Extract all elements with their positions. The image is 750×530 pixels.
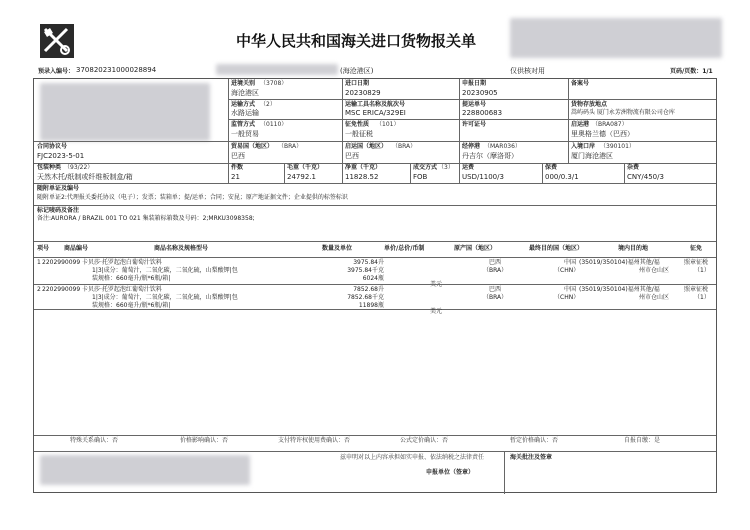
special-relation-confirm: 特殊关系确认：否 (70, 437, 119, 444)
item-no: 2 (37, 286, 41, 293)
item-domestic-2: 州市仓山区 (639, 294, 670, 301)
item-qty-liters: 3975.84升 (353, 259, 384, 266)
item-destination: 中国 (564, 259, 577, 266)
provisional-price-confirm: 暂定价格确认：否 (510, 437, 559, 444)
customs-note-label: 海关批注及签章 (510, 454, 553, 461)
origin-port-value: 里奥格兰德（巴西） (571, 130, 634, 138)
item-currency: 美元 (430, 308, 443, 315)
bl-value: 228800683 (462, 109, 503, 117)
filing-no-label: 备案号 (571, 80, 590, 87)
item-no: 1 (37, 259, 41, 266)
item-domestic-2: 州市仓山区 (639, 267, 670, 274)
import-date-label: 进口日期 (345, 80, 370, 87)
item-qty-liters: 7852.68升 (353, 286, 384, 293)
net-weight-value: 11828.52 (345, 173, 379, 181)
contract-value: FJC2023-5-01 (37, 152, 85, 160)
item-spec: 1|3|成分：葡萄汁，二氧化碳，二氧化硫，山梨酸钾|包 (92, 267, 238, 274)
declarant-seal: 申报单位（签章） (426, 469, 475, 476)
item-exemption-code: （1） (694, 267, 710, 274)
stop-port-value: 丹吉尔（摩洛哥） (462, 152, 518, 160)
trade-country-code: （BRA） (278, 143, 303, 150)
item-spec: 1|3|成分：葡萄汁，二氧化碳，二氧化硫，山梨酸钾|包 (92, 294, 238, 301)
depart-country-label: 启运国（地区） (345, 143, 388, 150)
license-label: 许可证号 (462, 121, 487, 128)
item-domestic-1: (35019/350104)福州其他/福 (579, 286, 660, 293)
legal-statement: 兹申明对以上内容承担如实申报、依法纳税之法律责任 (340, 454, 485, 461)
documents-label: 随附单证及编号 (37, 185, 80, 192)
col-price: 单价/总价/币制 (384, 245, 425, 252)
item-qty-kg: 3975.84千克 (347, 267, 384, 274)
declare-date-value: 20230905 (462, 89, 498, 97)
item-hs-code: 2202990099 (42, 286, 81, 293)
supervision-code: （0110） (260, 121, 288, 128)
col-quantity: 数量及单位 (322, 245, 353, 252)
entry-customs-value: 海沧港区 (231, 89, 259, 97)
supervision-label: 监管方式 (231, 121, 256, 128)
col-domestic-destination: 境内目的地 (618, 245, 649, 252)
marks-label: 标记唛码及备注 (37, 207, 80, 214)
declare-date-label: 申报日期 (462, 80, 487, 87)
freight-value: USD/1100/3 (462, 173, 504, 181)
item-origin-code: （BRA） (483, 267, 508, 274)
redacted-consignee (40, 83, 210, 141)
entry-customs-code: （3708） (260, 80, 288, 87)
col-item-no: 项号 (37, 245, 50, 252)
transport-label: 运输方式 (231, 101, 256, 108)
item-exemption-code: （1） (694, 294, 710, 301)
deal-value: FOB (413, 173, 428, 181)
redacted-customs-no (216, 64, 338, 75)
package-value: 天然木托/纸制或纤维板制盒/箱 (37, 173, 133, 181)
trade-country-label: 贸易国（地区） (231, 143, 274, 150)
depart-country-value: 巴西 (345, 152, 359, 160)
entry-port-label: 入境口岸 (571, 143, 596, 150)
item-hs-code: 2202990099 (42, 259, 81, 266)
item-destination-code: （CHN） (554, 267, 580, 274)
net-weight-label: 净重（千克） (345, 164, 382, 171)
redacted-header-right (510, 18, 722, 58)
col-goods-name: 商品名称及规格型号 (154, 245, 209, 252)
deal-code: （3） (438, 164, 454, 171)
col-hs-code: 商品编号 (64, 245, 89, 252)
declaration-form (33, 78, 717, 493)
table-row (34, 286, 716, 315)
import-date-value: 20230829 (345, 89, 381, 97)
item-origin: 巴西 (489, 286, 502, 293)
col-exemption: 征免 (690, 245, 703, 252)
tax-nature-label: 征免性质 (345, 121, 370, 128)
formula-pricing-confirm: 公式定价确认：否 (400, 437, 449, 444)
usage-note: 仅供核对用 (510, 67, 545, 75)
tax-nature-code: （101） (376, 121, 400, 128)
item-currency: 美元 (430, 281, 443, 288)
entry-customs-label: 进境关别 (231, 80, 256, 87)
tax-nature-value: 一般征税 (345, 130, 373, 138)
pre-entry-label: 预录入编号： (38, 68, 75, 75)
item-package-spec: 装规格：660毫升/瓶*6瓶/箱| (92, 275, 171, 282)
origin-port-code: （BRA087） (592, 121, 628, 128)
price-impact-confirm: 价格影响确认：否 (180, 437, 229, 444)
customs-emblem-icon (38, 22, 76, 60)
contract-label: 合同协议号 (37, 143, 68, 150)
storage-value: 嵩屿码头 厦门永芳洲物流有限公司仓库 (571, 109, 675, 116)
misc-fee-value: CNY/450/3 (627, 173, 664, 181)
deal-label: 成交方式 (413, 164, 438, 171)
stop-port-code: （MAR036） (484, 143, 521, 150)
item-destination: 中国 (564, 286, 577, 293)
item-exemption: 照章征税 (684, 286, 709, 293)
page-number: 页码/页数：1/1 (670, 68, 713, 75)
item-exemption: 照章征税 (684, 259, 709, 266)
item-qty-bottles: 6024瓶 (362, 275, 384, 282)
item-origin-code: （BRA） (483, 294, 508, 301)
supervision-value: 一般贸易 (231, 130, 259, 138)
entry-port-code: （390101） (600, 143, 635, 150)
depart-country-code: （BRA） (392, 143, 417, 150)
item-name: 卡贝莎·托罗起泡白葡萄汁饮料 (82, 259, 162, 266)
royalty-confirm: 支付特许权使用费确认：否 (278, 437, 351, 444)
customs-emblem (38, 22, 76, 60)
documents-value: 随附单证2:代理报关委托协议（电子）；发票；装箱单；提/运单；合同；安昆；原产地证据文件；企业提供的标签标识 (37, 194, 348, 201)
redacted-declarant (40, 455, 250, 485)
col-origin-country: 原产国（地区） (454, 245, 497, 252)
table-row (34, 259, 716, 288)
bl-label: 提运单号 (462, 101, 487, 108)
insurance-value: 000/0.3/1 (545, 173, 579, 181)
item-name: 卡贝莎·托罗起泡红葡萄汁饮料 (82, 286, 162, 293)
self-payment-confirm: 自报自缴：是 (624, 437, 661, 444)
item-qty-bottles: 11898瓶 (358, 302, 384, 309)
stop-port-label: 经停港 (462, 143, 481, 150)
item-qty-kg: 7852.68千克 (347, 294, 384, 301)
customs-label: (海沧港区) (340, 67, 374, 75)
vessel-value: MSC ERICA/329EI (345, 109, 406, 117)
col-destination-country: 最终目的国（地区） (529, 245, 584, 252)
document-title: 中华人民共和国海关进口货物报关单 (236, 32, 477, 50)
pieces-label: 件数 (231, 164, 244, 171)
item-domestic-1: (35019/350104)福州其他/福 (579, 259, 660, 266)
misc-fee-label: 杂费 (627, 164, 640, 171)
vessel-label: 运输工具名称及航次号 (345, 101, 406, 108)
storage-label: 货物存放地点 (571, 101, 608, 108)
item-destination-code: （CHN） (554, 294, 580, 301)
origin-port-label: 启运港 (571, 121, 590, 128)
item-package-spec: 装规格：660毫升/瓶*6瓶/箱| (92, 302, 171, 309)
entry-port-value: 厦门海沧港区 (571, 152, 613, 160)
transport-value: 水路运输 (231, 109, 259, 117)
package-code: （93/22） (64, 164, 94, 171)
marks-value: 备注:AURORA / BRAZIL 001 TO 021 集装箱标箱数及号码：2;MRKU3098358; (37, 215, 255, 222)
pre-entry-number: 370820231000028894 (76, 66, 157, 74)
transport-code: （2） (260, 101, 276, 108)
insurance-label: 保费 (545, 164, 558, 171)
pieces-value: 21 (231, 173, 240, 181)
freight-label: 运费 (462, 164, 475, 171)
gross-weight-label: 毛重（千克） (287, 164, 324, 171)
package-label: 包装种类 (37, 164, 62, 171)
item-origin: 巴西 (489, 259, 502, 266)
gross-weight-value: 24792.1 (287, 173, 316, 181)
trade-country-value: 巴西 (231, 152, 245, 160)
